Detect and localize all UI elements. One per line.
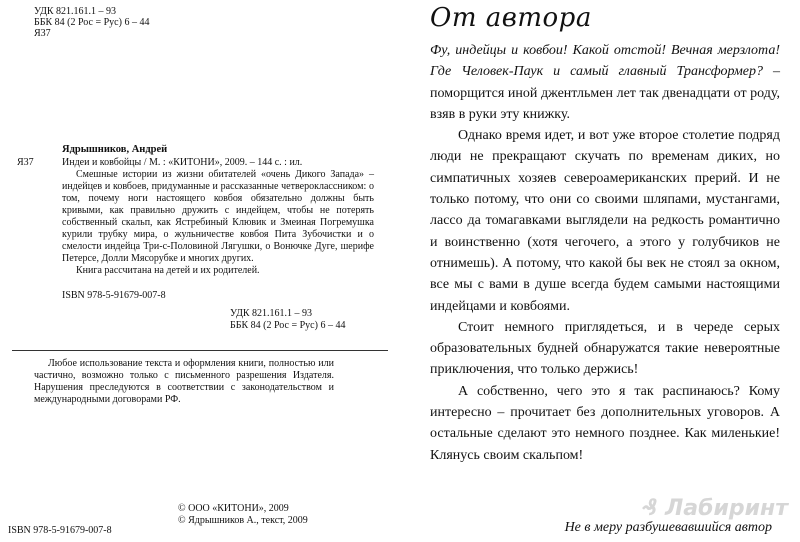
- foreword-paragraph-2: Однако время идет, и вот уже второе столетие подряд люди не прекращают скучать по временам диких, но симпатичных хозяев североамериканских прерий. И не только потому, что они со своими шляпами, мустангами, лассо да томагавками выглядели на редкость романтично и воинственно (хотя чегочего, а этого у голубчиков не отнимешь). А потому, что какой бы век не стоял за окном, все мы с вами в душе всегда будем самыми настоящими индейцами и ковбоями.: [430, 128, 780, 314]
- isbn-mid: ISBN 978-5-91679-007-8: [62, 290, 166, 301]
- watermark-logo-icon: ₰: [642, 496, 658, 521]
- udk-line: УДК 821.161.1 – 93: [34, 6, 117, 17]
- udk-block-top: [34, 6, 149, 39]
- foreword-page: [400, 0, 800, 542]
- author-sign-code: Я37: [34, 28, 51, 39]
- udk-block-mid: [230, 308, 345, 332]
- annotation-audience: Книга рассчитана на детей и их родителей.: [76, 265, 260, 276]
- foreword-body: [430, 40, 780, 466]
- watermark-text: Лабиринт: [664, 496, 788, 521]
- annotation-paragraph: Смешные истории из жизни обитателей «очень Дикого Запада» – индейцев и ковбоев, придуманные и рассказанные четвероклассником: о том, почему ноги настоящего ковбоя обязательно должны быть кривыми, как правильно дружить с индейцем, чтобы не потерять собственный скальп, как Ястребиный Клювик и Змеиная Погремушка курили трубку мира, о жульничестве ковбоя Пита Зубочистки и о смелости индейца Три-с-Половиной Лягушки, о Вонючке Дуге, шерифе Петерсе, Долли Мясорубке и многих других.: [62, 169, 374, 264]
- page-title: От автора: [430, 3, 592, 33]
- bibliographic-line: Индеи и ковбойцы / М. : «КИТОНИ», 2009. – 144 с. : ил.: [62, 157, 303, 168]
- author-name: Ядрышников, Андрей: [62, 144, 168, 155]
- foreword-paragraph-3: Стоит немного приглядеться, и в череде серых образовательных будней обнаружатся такие невероятные приключения, что только держись!: [430, 319, 780, 378]
- annotation: [62, 169, 374, 277]
- foreword-quote: Фу, индейцы и ковбои! Какой отстой! Вечная мерзлота! Где Человек-Паук и самый главный Трансформер?: [430, 43, 780, 80]
- legal-paragraph: Любое использование текста и оформления книги, полностью или частично, возможно только с письменного разрешения Издателя. Нарушения преследуются в соответствии с законодательством и международными договорами РФ.: [34, 358, 334, 405]
- foreword-quote-tail: – поморщится иной джентльмен лет так двенадцати от роду, взяв в руки эту книжку.: [430, 64, 781, 122]
- foreword-paragraph-1: [430, 40, 780, 125]
- bbk-line: ББК 84 (2 Рос = Рус) 6 – 44: [230, 320, 346, 331]
- isbn-bottom: ISBN 978-5-91679-007-8: [8, 525, 112, 536]
- copyright-author: © Ядрышников А., текст, 2009: [178, 515, 308, 526]
- signature: Не в меру разбушевавшийся автор: [564, 520, 772, 535]
- copyright-block: [178, 503, 308, 527]
- legal-notice: [34, 358, 334, 406]
- author-code-margin: Я37: [17, 157, 34, 168]
- bbk-line: ББК 84 (2 Рос = Рус) 6 – 44: [34, 17, 150, 28]
- udk-line: УДК 821.161.1 – 93: [230, 308, 313, 319]
- foreword-paragraph-4: А собственно, чего это я так распинаюсь? Кому интересно – прочитает без дополнительных уговоров. А остальные сделают это немного позднее. Как миленькие! Клянусь своим скальпом!: [430, 383, 780, 463]
- copyright-publisher: © ООО «КИТОНИ», 2009: [178, 503, 289, 514]
- divider: [12, 350, 388, 351]
